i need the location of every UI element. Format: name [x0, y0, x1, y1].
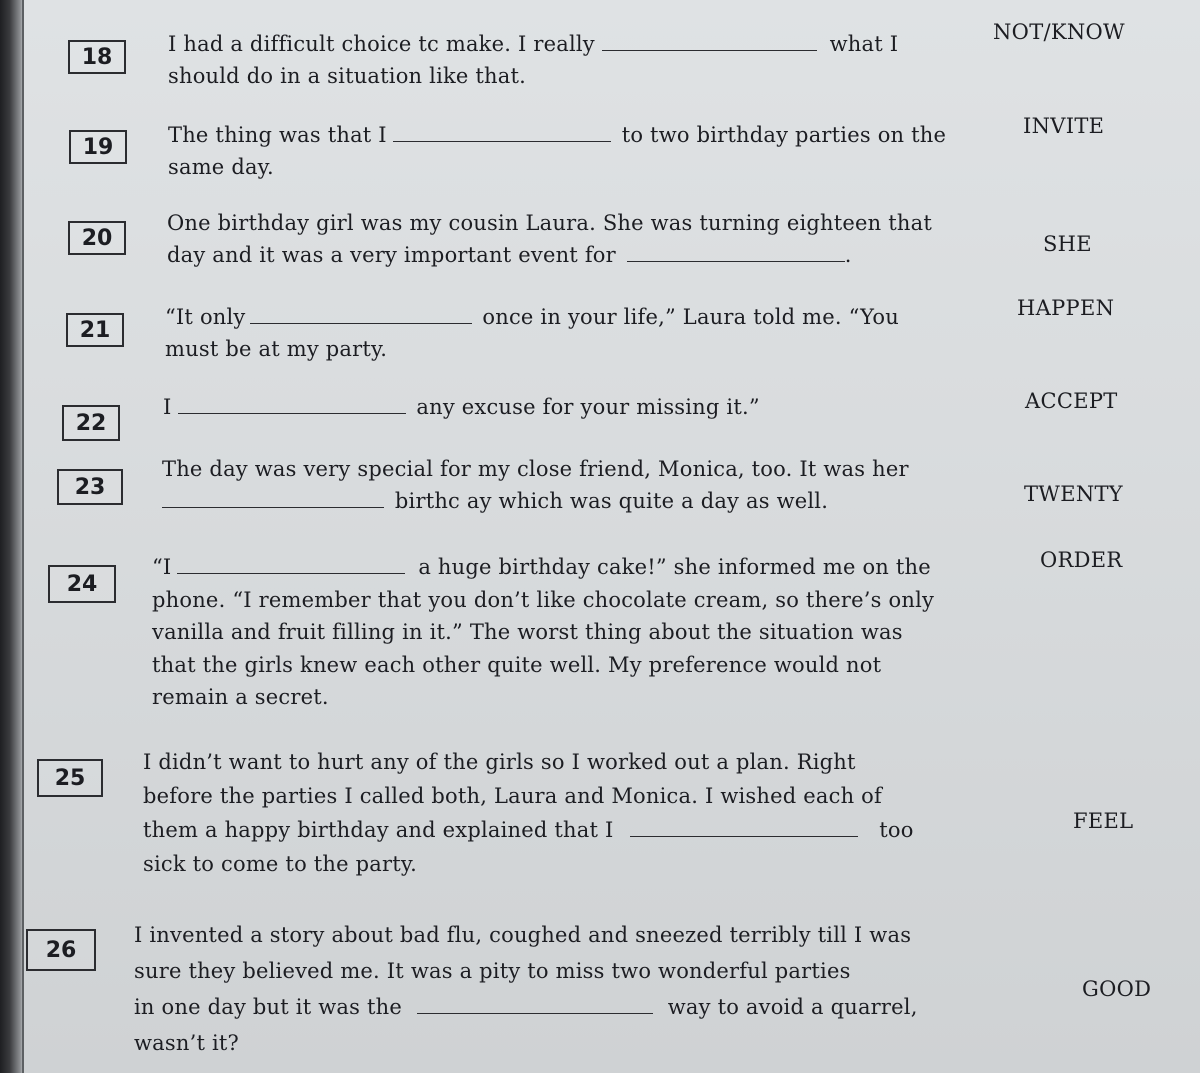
task-number-22: 22 [62, 405, 120, 441]
task-20-line-2 [167, 239, 977, 271]
task-number-23: 23 [57, 469, 123, 505]
task-25-line-4: sick to come to the party. [143, 852, 418, 876]
task-25-line-1: I didn’t want to hurt any of the girls so I worked out a plan. Right [143, 750, 856, 774]
task-19-after: to two birthday parties on the [621, 123, 947, 147]
task-number-20: 20 [68, 221, 126, 255]
task-18-after: what I [829, 32, 899, 56]
answer-blank-25[interactable] [630, 816, 858, 837]
task-number-25: 25 [37, 759, 103, 797]
task-18-line-2: should do in a situation like that. [168, 64, 527, 88]
keyword-19: INVITE [1023, 114, 1105, 138]
task-26-text [134, 917, 1004, 1061]
task-26-after: way to avoid a quarrel, [667, 995, 918, 1019]
task-24-text [152, 551, 982, 714]
task-18-line-1 [168, 28, 968, 60]
binding-edge [22, 0, 24, 1073]
task-21-before: “It only [165, 305, 246, 329]
task-22-line-1 [163, 391, 963, 423]
task-24-before: “I [152, 555, 172, 579]
task-26-line-4: wasn’t it? [134, 1031, 240, 1055]
task-19-before: The thing was that I [168, 123, 387, 147]
task-number-19: 19 [69, 130, 127, 164]
task-26-line-1: I invented a story about bad flu, coughed and sneezed terribly till I was [134, 923, 912, 947]
task-26-before: in one day but it was the [134, 995, 402, 1019]
keyword-20: SHE [1043, 232, 1092, 256]
task-number-18: 18 [68, 40, 126, 74]
task-25-before: them a happy birthday and explained that I [143, 818, 614, 842]
task-23-line-1: The day was very special for my close friend, Monica, too. It was her [162, 457, 909, 481]
task-20-before: day and it was a very important event for [167, 243, 616, 267]
task-number-24: 24 [48, 565, 116, 603]
task-20-line-1: One birthday girl was my cousin Laura. She was turning eighteen that [167, 211, 932, 235]
task-19-text [168, 119, 968, 183]
task-18-before: I had a difficult choice tc make. I really [168, 32, 595, 56]
answer-blank-26[interactable] [417, 993, 653, 1014]
task-21-after: once in your life,” Laura told me. “You [482, 305, 899, 329]
answer-blank-23[interactable] [162, 487, 384, 508]
keyword-21: HAPPEN [1017, 296, 1115, 320]
keyword-18: NOT/KNOW [993, 20, 1125, 44]
task-25-text [143, 745, 993, 881]
task-20-after: . [844, 243, 852, 267]
answer-blank-24[interactable] [177, 553, 405, 574]
answer-blank-20[interactable] [627, 241, 845, 262]
task-21-line-2: must be at my party. [165, 337, 388, 361]
task-number-26: 26 [26, 929, 96, 971]
keyword-26: GOOD [1082, 977, 1152, 1001]
task-24-line-3: vanilla and fruit filling in it.” The worst thing about the situation was [152, 620, 903, 644]
task-26-line-2: sure they believed me. It was a pity to miss two wonderful parties [134, 959, 851, 983]
task-22-text [163, 391, 963, 423]
task-19-line-1 [168, 119, 968, 151]
task-25-after: too [879, 818, 914, 842]
task-25-line-2: before the parties I called both, Laura and Monica. I wished each of [143, 784, 883, 808]
task-22-before: I [163, 395, 172, 419]
task-19-line-2: same day. [168, 155, 274, 179]
task-21-line-1 [165, 301, 965, 333]
task-26-line-3 [134, 989, 1004, 1025]
task-23-after: birthc ay which was quite a day as well. [394, 489, 829, 513]
task-23-line-2 [162, 485, 972, 517]
keyword-23: TWENTY [1024, 482, 1123, 506]
task-20-text [167, 207, 977, 271]
task-24-line-1 [152, 551, 982, 584]
keyword-25: FEEL [1073, 809, 1134, 833]
task-24-after: a huge birthday cake!” she informed me on the [418, 555, 931, 579]
task-24-line-5: remain a secret. [152, 685, 329, 709]
task-23-text [162, 453, 972, 517]
answer-blank-22[interactable] [178, 393, 406, 414]
keyword-22: ACCEPT [1025, 389, 1118, 413]
keyword-24: ORDER [1040, 548, 1123, 572]
task-24-line-2: phone. “I remember that you don’t like chocolate cream, so there’s only [152, 587, 935, 612]
answer-blank-19[interactable] [393, 121, 611, 142]
task-25-line-3 [143, 813, 993, 847]
answer-blank-18[interactable] [602, 30, 817, 51]
task-18-text [168, 28, 968, 92]
task-number-21: 21 [66, 313, 124, 347]
binding-spine [0, 0, 24, 1073]
task-21-text [165, 301, 965, 365]
task-22-after: any excuse for your missing it.” [416, 395, 760, 419]
answer-blank-21[interactable] [250, 303, 472, 324]
task-24-line-4: that the girls knew each other quite well. My preference would not [152, 652, 882, 677]
